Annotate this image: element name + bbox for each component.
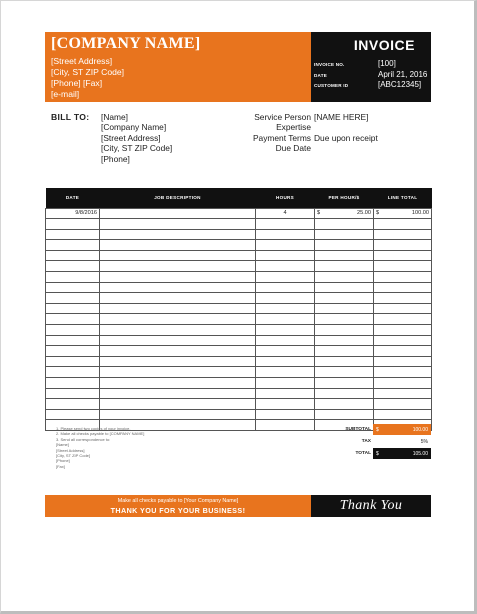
cell-description[interactable] [100, 367, 256, 378]
customer-id-label: CUSTOMER ID [314, 83, 349, 88]
cell-date[interactable] [46, 346, 100, 357]
cell-date[interactable] [46, 409, 100, 420]
tax-box[interactable] [373, 436, 431, 447]
cell-hours[interactable] [256, 219, 315, 230]
cell-description[interactable] [100, 346, 256, 357]
rate-value: 25.00 [357, 210, 371, 217]
cell-rate[interactable] [315, 388, 374, 399]
payment-terms-label: Payment Terms [252, 132, 311, 143]
cell-line-total[interactable] [374, 250, 432, 261]
bill-to-city[interactable]: [City, ST ZIP Code] [101, 143, 173, 154]
note-line: [Phone] [56, 458, 70, 464]
footer-checks-line: Make all checks payable to [Your Company Name] [117, 498, 239, 504]
cell-rate[interactable] [315, 378, 374, 389]
cell-hours[interactable] [256, 303, 315, 314]
company-address [51, 56, 305, 100]
bill-to-label: BILL TO: [51, 112, 90, 122]
line-items-table [45, 188, 432, 431]
cell-description[interactable] [100, 240, 256, 251]
cell-rate[interactable] [315, 240, 374, 251]
service-person-label: Service Person [254, 112, 311, 122]
customer-id-row [314, 80, 428, 89]
invoice-notes [56, 426, 144, 469]
tax-label: TAX [361, 439, 371, 444]
cell-line-total[interactable] [374, 208, 432, 219]
cell-date[interactable] [46, 219, 100, 230]
cell-date[interactable] [46, 250, 100, 261]
due-date-label: Due Date [275, 143, 311, 154]
table-row [46, 272, 432, 283]
cell-description[interactable] [100, 303, 256, 314]
rate-currency: $ [317, 210, 321, 217]
table-row [46, 378, 432, 389]
service-labels [227, 112, 311, 154]
cell-description[interactable] [100, 261, 256, 272]
expertise-label: Expertise [276, 122, 311, 133]
table-row [46, 261, 432, 272]
cell-hours[interactable] [256, 420, 315, 431]
cell-rate[interactable] [315, 367, 374, 378]
col-line-total-header: LINE TOTAL [374, 188, 432, 208]
cell-date[interactable] [46, 229, 100, 240]
rate-money [317, 210, 371, 216]
total-box[interactable] [373, 448, 431, 459]
table-row [46, 250, 432, 261]
company-header [45, 32, 311, 102]
cell-hours[interactable] [256, 261, 315, 272]
service-values [314, 112, 378, 154]
payment-terms-value[interactable]: Due upon receipt [314, 132, 378, 143]
cell-hours[interactable] [256, 409, 315, 420]
cell-hours[interactable] [256, 325, 315, 336]
invoice-date-label: DATE [314, 73, 327, 78]
cell-line-total[interactable] [374, 346, 432, 357]
table-row [46, 240, 432, 251]
cell-description[interactable] [100, 378, 256, 389]
cell-line-total[interactable] [374, 314, 432, 325]
thank-you-text: Thank You [339, 498, 403, 513]
cell-date[interactable] [46, 378, 100, 389]
cell-rate[interactable] [315, 229, 374, 240]
invoice-date-row [314, 70, 428, 79]
table-row [46, 303, 432, 314]
cell-hours[interactable] [256, 240, 315, 251]
cell-description[interactable] [100, 219, 256, 230]
cell-line-total[interactable] [374, 261, 432, 272]
invoice-number-row [314, 59, 428, 68]
cell-hours[interactable] [256, 282, 315, 293]
cell-description[interactable] [100, 208, 256, 219]
table-body [46, 208, 432, 430]
table-row [46, 208, 432, 219]
cell-hours[interactable] [256, 229, 315, 240]
tax-value: 5% [420, 438, 428, 445]
cell-description[interactable] [100, 282, 256, 293]
cell-line-total[interactable] [374, 229, 432, 240]
table-row [46, 346, 432, 357]
cell-date[interactable] [46, 293, 100, 304]
cell-rate[interactable] [315, 399, 374, 410]
cell-hours[interactable] [256, 356, 315, 367]
bill-to-details [101, 112, 172, 164]
table-row [46, 388, 432, 399]
cell-hours[interactable] [256, 335, 315, 346]
cell-line-total[interactable] [374, 367, 432, 378]
cell-rate[interactable] [315, 314, 374, 325]
cell-rate[interactable] [315, 356, 374, 367]
table-row [46, 409, 432, 420]
cell-rate[interactable] [315, 346, 374, 357]
due-date-value[interactable] [314, 143, 378, 153]
cell-line-total[interactable] [374, 240, 432, 251]
invoice-title: INVOICE [353, 37, 415, 53]
cell-description[interactable] [100, 293, 256, 304]
cell-date[interactable] [46, 335, 100, 346]
cell-description[interactable] [100, 356, 256, 367]
cell-date[interactable]: 9/8/2016 [46, 208, 100, 219]
cell-hours[interactable] [256, 293, 315, 304]
cell-rate[interactable] [315, 219, 374, 230]
note-line: [Street Address] [56, 447, 85, 453]
cell-rate[interactable] [315, 409, 374, 420]
company-email[interactable]: [e-mail] [51, 89, 80, 99]
cell-hours[interactable] [256, 346, 315, 357]
cell-line-total[interactable] [374, 219, 432, 230]
bill-to-name[interactable]: [Name] [101, 112, 128, 122]
cell-line-total[interactable] [374, 325, 432, 336]
note-line: 3. Send all correspondence to: [56, 436, 111, 442]
bill-to-company[interactable]: [Company Name] [101, 122, 167, 133]
cell-description[interactable] [100, 229, 256, 240]
cell-hours[interactable] [256, 388, 315, 399]
cell-line-total[interactable] [374, 378, 432, 389]
cell-hours[interactable]: 4 [256, 208, 315, 219]
note-line: 2. Make all checks payable to [COMPANY NAME] [56, 431, 145, 437]
line-money [376, 210, 429, 216]
cell-rate[interactable] [315, 303, 374, 314]
cell-rate[interactable] [315, 272, 374, 283]
cell-rate[interactable] [315, 282, 374, 293]
cell-date[interactable] [46, 367, 100, 378]
cell-description[interactable] [100, 272, 256, 283]
cell-description[interactable] [100, 314, 256, 325]
cell-line-total[interactable] [374, 303, 432, 314]
col-hours-header: HOURS [256, 188, 315, 208]
company-phone-fax[interactable]: [Phone] [Fax] [51, 78, 103, 88]
cell-description[interactable] [100, 399, 256, 410]
cell-rate[interactable] [315, 335, 374, 346]
cell-hours[interactable] [256, 250, 315, 261]
footer-thank-you [311, 495, 431, 517]
cell-line-total[interactable] [374, 399, 432, 410]
cell-description[interactable] [100, 250, 256, 261]
cell-hours[interactable] [256, 378, 315, 389]
cell-hours[interactable] [256, 367, 315, 378]
footer-message [45, 495, 311, 517]
note-line: [City, ST ZIP Code] [56, 453, 91, 459]
col-description-header: JOB DESCRIPTION [100, 188, 256, 208]
invoice-date-value[interactable]: April 21, 2016 [378, 70, 428, 79]
service-person-value[interactable]: [NAME HERE] [314, 112, 369, 122]
table-row [46, 335, 432, 346]
cell-date[interactable] [46, 325, 100, 336]
table-row [46, 356, 432, 367]
cell-rate[interactable] [315, 293, 374, 304]
subtotal-label: SUBTOTAL [345, 427, 371, 432]
table-row [46, 325, 432, 336]
cell-rate[interactable] [315, 250, 374, 261]
cell-line-total[interactable] [374, 409, 432, 420]
cell-rate[interactable] [315, 261, 374, 272]
cell-date[interactable] [46, 261, 100, 272]
subtotal-value: 100.00 [412, 426, 428, 433]
table-row [46, 367, 432, 378]
cell-line-total[interactable] [374, 356, 432, 367]
company-name[interactable]: [COMPANY NAME] [51, 35, 201, 52]
subtotal-currency: $ [376, 426, 379, 433]
cell-date[interactable] [46, 388, 100, 399]
cell-description[interactable] [100, 388, 256, 399]
cell-rate[interactable] [315, 325, 374, 336]
table-row [46, 282, 432, 293]
cell-date[interactable] [46, 356, 100, 367]
total-value: 105.00 [412, 450, 428, 457]
table-row [46, 229, 432, 240]
cell-description[interactable] [100, 335, 256, 346]
note-line: [Fax] [56, 463, 65, 469]
table-row [46, 219, 432, 230]
table-header-row [46, 188, 432, 208]
footer-thanks-business: THANK YOU FOR YOUR BUSINESS! [110, 506, 246, 515]
cell-date[interactable] [46, 282, 100, 293]
cell-line-total[interactable] [374, 282, 432, 293]
cell-description[interactable] [100, 409, 256, 420]
total-label: TOTAL [355, 451, 371, 456]
bill-to-street[interactable]: [Street Address] [101, 132, 161, 143]
invoice-header [311, 32, 431, 102]
table-row [46, 399, 432, 410]
invoice-number-value[interactable]: [100] [378, 59, 396, 68]
total-currency: $ [376, 450, 379, 457]
table-row [46, 293, 432, 304]
company-street[interactable]: [Street Address] [51, 56, 113, 66]
table-row [46, 314, 432, 325]
cell-date[interactable] [46, 314, 100, 325]
cell-rate[interactable] [315, 208, 374, 219]
cell-date[interactable] [46, 272, 100, 283]
cell-date[interactable] [46, 399, 100, 410]
note-line: [Name] [56, 442, 69, 448]
cell-date[interactable] [46, 240, 100, 251]
invoice-number-label: INVOICE NO. [314, 62, 345, 67]
cell-line-total[interactable] [374, 293, 432, 304]
cell-hours[interactable] [256, 314, 315, 325]
expertise-value[interactable] [314, 122, 378, 132]
bill-to-phone[interactable]: [Phone] [101, 153, 130, 164]
col-date-header: DATE [46, 188, 100, 208]
line-value: 100.00 [411, 210, 429, 217]
customer-id-value[interactable]: [ABC12345] [378, 80, 422, 89]
cell-hours[interactable] [256, 399, 315, 410]
cell-date[interactable] [46, 303, 100, 314]
cell-line-total[interactable] [374, 388, 432, 399]
cell-line-total[interactable] [374, 335, 432, 346]
note-line: 1. Please send two copies of your invoice. [56, 426, 131, 431]
col-rate-header: PER HOUR/$ [315, 188, 374, 208]
company-city[interactable]: [City, ST ZIP Code] [51, 67, 125, 77]
cell-description[interactable] [100, 325, 256, 336]
line-currency: $ [376, 210, 380, 217]
subtotal-box[interactable] [373, 424, 431, 435]
cell-hours[interactable] [256, 272, 315, 283]
cell-line-total[interactable] [374, 272, 432, 283]
